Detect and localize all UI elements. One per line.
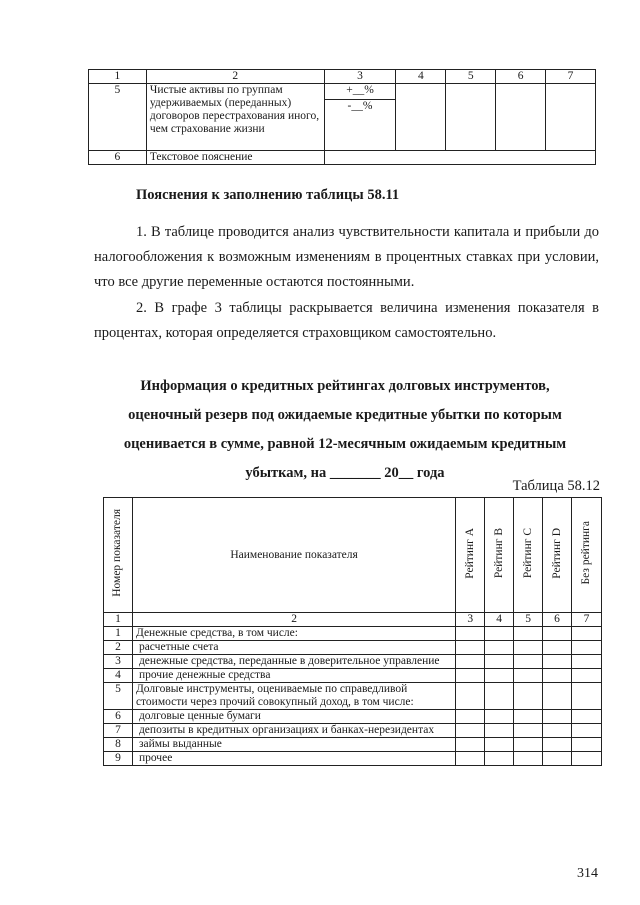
header-cell: Без рейтинга: [572, 498, 602, 613]
header-cell: Наименование показателя: [132, 498, 455, 613]
header-cell: 7: [546, 70, 596, 84]
row-name: займы выданные: [132, 738, 455, 752]
header-cell: 4: [396, 70, 446, 84]
table-row: [89, 151, 596, 165]
row-number: 2: [104, 641, 133, 655]
header-cell: 5: [446, 70, 496, 84]
row-number: 5: [104, 683, 133, 710]
row-number: 6: [89, 151, 147, 165]
header-num: 6: [543, 613, 572, 627]
table-row: [104, 710, 602, 724]
row-number: 7: [104, 724, 133, 738]
header-cell: 3: [324, 70, 396, 84]
header-cell: Рейтинг D: [543, 498, 572, 613]
table-row: [104, 738, 602, 752]
table-row: [104, 641, 602, 655]
table-caption: Таблица 58.12: [512, 478, 600, 494]
section-title-line: оценивается в сумме, равной 12-месячным ожидаемым кредитным: [123, 436, 567, 452]
table-row: [89, 84, 596, 100]
change-minus: -__%: [324, 100, 396, 151]
page-number: 314: [577, 866, 598, 881]
row-name: денежные средства, переданные в доверительное управление: [132, 655, 455, 669]
header-cell: 6: [496, 70, 546, 84]
table-row: [104, 669, 602, 683]
header-num: 5: [514, 613, 543, 627]
header-cell: Рейтинг B: [485, 498, 514, 613]
section-title-line: Информация о кредитных рейтингах долговых инструментов,: [140, 378, 550, 394]
row-name: депозиты в кредитных организациях и банках-нерезидентах: [132, 724, 455, 738]
section-title: [90, 372, 600, 488]
table-row: [104, 752, 602, 766]
header-num: 3: [456, 613, 485, 627]
table-row: [104, 627, 602, 641]
header-cell: Номер показателя: [104, 498, 133, 613]
row-number: 6: [104, 710, 133, 724]
table-row: [104, 683, 602, 710]
section-title-line: оценочный резерв под ожидаемые кредитные убытки по которым: [128, 407, 562, 423]
header-num: 1: [104, 613, 133, 627]
row-name: прочее: [132, 752, 455, 766]
row-name: расчетные счета: [132, 641, 455, 655]
sensitivity-table: [88, 69, 596, 165]
table-header-row: [104, 613, 602, 627]
row-name: Долговые инструменты, оцениваемые по справедливой стоимости через прочий совокупный доход, в том числе:: [132, 683, 455, 710]
table-row: [104, 655, 602, 669]
row-number: 9: [104, 752, 133, 766]
row-name: Текстовое пояснение: [146, 151, 324, 165]
table-header-row: [89, 70, 596, 84]
table-row: [104, 724, 602, 738]
notes-heading: Пояснения к заполнению таблицы 58.11: [136, 187, 400, 203]
header-num: 7: [572, 613, 602, 627]
row-number: 3: [104, 655, 133, 669]
change-plus: +__%: [324, 84, 396, 100]
row-number: 5: [89, 84, 147, 151]
row-name: прочие денежные средства: [132, 669, 455, 683]
header-cell: Рейтинг C: [514, 498, 543, 613]
row-number: 1: [104, 627, 133, 641]
row-name: долговые ценные бумаги: [132, 710, 455, 724]
row-number: 8: [104, 738, 133, 752]
header-cell: Рейтинг A: [456, 498, 485, 613]
header-num: 2: [132, 613, 455, 627]
section-title-line: убыткам, на _______ 20__ года: [245, 465, 445, 481]
header-num: 4: [485, 613, 514, 627]
notes-paragraph-1: 1. В таблице проводится анализ чувствительности капитала и прибыли до налогообложения к возможным изменениям в процентных ставках при условии, что все другие переменные остаются постоянными.: [94, 224, 599, 290]
credit-ratings-table: [103, 497, 602, 766]
header-cell: 1: [89, 70, 147, 84]
row-name: Чистые активы по группам удерживаемых (переданных) договоров перестрахования иного, чем страхование жизни: [146, 84, 324, 151]
row-number: 4: [104, 669, 133, 683]
table-header-row: [104, 498, 602, 613]
header-cell: 2: [146, 70, 324, 84]
row-name: Денежные средства, в том числе:: [132, 627, 455, 641]
notes-paragraph-2: 2. В графе 3 таблицы раскрывается величина изменения показателя в процентах, которая определяется страховщиком самостоятельно.: [94, 300, 599, 341]
